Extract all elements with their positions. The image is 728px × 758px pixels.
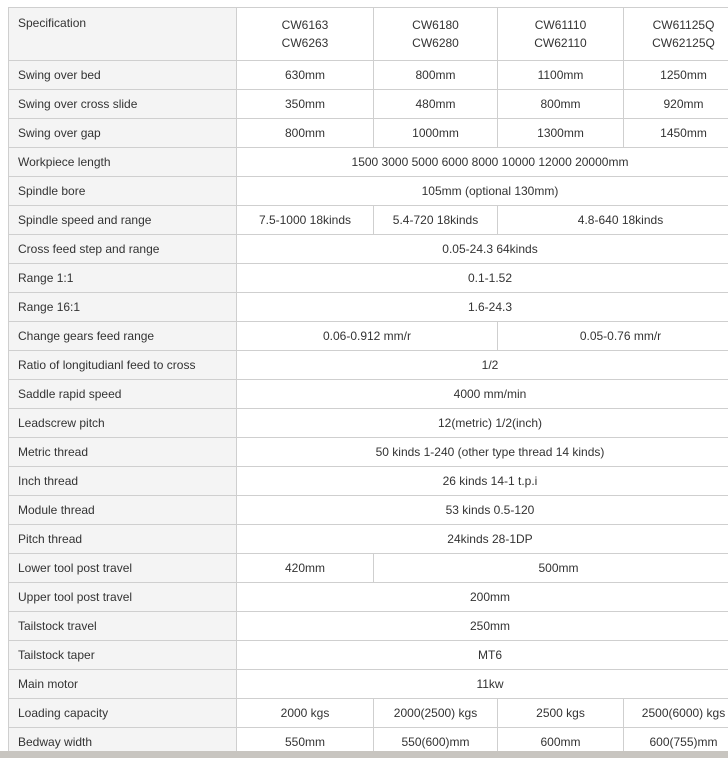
row-label: Swing over gap bbox=[9, 119, 237, 148]
value-cell: 0.05-24.3 64kinds bbox=[237, 235, 728, 264]
specification-table bbox=[8, 7, 728, 757]
table-row bbox=[9, 264, 728, 293]
header-label: Specification bbox=[9, 8, 237, 61]
model-name: CW61125Q bbox=[652, 18, 715, 32]
table-row bbox=[9, 467, 728, 496]
row-label: Leadscrew pitch bbox=[9, 409, 237, 438]
value-cell: 500mm bbox=[374, 554, 728, 583]
value-cell: 24kinds 28-1DP bbox=[237, 525, 728, 554]
table-row bbox=[9, 322, 728, 351]
value-cell: 200mm bbox=[237, 583, 728, 612]
value-cell: 920mm bbox=[624, 90, 728, 119]
value-cell: 12(metric) 1/2(inch) bbox=[237, 409, 728, 438]
model-name: CW62110 bbox=[534, 36, 587, 50]
model-name: CW6280 bbox=[412, 36, 459, 50]
table-row bbox=[9, 409, 728, 438]
model-name: CW6263 bbox=[281, 36, 329, 50]
spec-table-container bbox=[8, 7, 728, 757]
table-row bbox=[9, 380, 728, 409]
value-cell: 2500(6000) kgs bbox=[624, 699, 728, 728]
value-cell: 7.5-1000 18kinds bbox=[237, 206, 374, 235]
value-cell: 2500 kgs bbox=[498, 699, 624, 728]
model-header-cell bbox=[624, 8, 728, 61]
value-cell: 1250mm bbox=[624, 61, 728, 90]
value-cell: 4.8-640 18kinds bbox=[498, 206, 728, 235]
table-row bbox=[9, 235, 728, 264]
row-label: Loading capacity bbox=[9, 699, 237, 728]
value-cell: 1450mm bbox=[624, 119, 728, 148]
value-cell: 26 kinds 14-1 t.p.i bbox=[237, 467, 728, 496]
row-label: Swing over bed bbox=[9, 61, 237, 90]
row-label: Lower tool post travel bbox=[9, 554, 237, 583]
row-label: Ratio of longitudianl feed to cross bbox=[9, 351, 237, 380]
table-row bbox=[9, 612, 728, 641]
row-label: Inch thread bbox=[9, 467, 237, 496]
table-row bbox=[9, 641, 728, 670]
table-row bbox=[9, 90, 728, 119]
table-row bbox=[9, 206, 728, 235]
value-cell: 1000mm bbox=[374, 119, 498, 148]
value-cell: 550(600)mm bbox=[374, 728, 498, 757]
value-cell: 800mm bbox=[498, 90, 624, 119]
row-label: Bedway width bbox=[9, 728, 237, 757]
table-row bbox=[9, 670, 728, 699]
table-row bbox=[9, 351, 728, 380]
value-cell: 53 kinds 0.5-120 bbox=[237, 496, 728, 525]
model-header-cell bbox=[374, 8, 498, 61]
model-name: CW6180 bbox=[412, 18, 459, 32]
value-cell: 0.05-0.76 mm/r bbox=[498, 322, 728, 351]
model-header-cell bbox=[237, 8, 374, 61]
value-cell: 2000 kgs bbox=[237, 699, 374, 728]
table-row bbox=[9, 525, 728, 554]
value-cell: 630mm bbox=[237, 61, 374, 90]
table-row bbox=[9, 61, 728, 90]
row-label: Range 1:1 bbox=[9, 264, 237, 293]
value-cell: 1.6-24.3 bbox=[237, 293, 728, 322]
table-row bbox=[9, 293, 728, 322]
value-cell: 800mm bbox=[237, 119, 374, 148]
value-cell: 800mm bbox=[374, 61, 498, 90]
row-label: Tailstock travel bbox=[9, 612, 237, 641]
row-label: Spindle speed and range bbox=[9, 206, 237, 235]
value-cell: 0.06-0.912 mm/r bbox=[237, 322, 498, 351]
value-cell: 5.4-720 18kinds bbox=[374, 206, 498, 235]
value-cell: 2000(2500) kgs bbox=[374, 699, 498, 728]
table-row bbox=[9, 699, 728, 728]
row-label: Workpiece length bbox=[9, 148, 237, 177]
row-label: Swing over cross slide bbox=[9, 90, 237, 119]
value-cell: 420mm bbox=[237, 554, 374, 583]
table-row bbox=[9, 177, 728, 206]
model-header-cell bbox=[498, 8, 624, 61]
value-cell: 11kw bbox=[237, 670, 728, 699]
value-cell: MT6 bbox=[237, 641, 728, 670]
row-label: Saddle rapid speed bbox=[9, 380, 237, 409]
value-cell: 0.1-1.52 bbox=[237, 264, 728, 293]
table-row bbox=[9, 438, 728, 467]
value-cell: 1500 3000 5000 6000 8000 10000 12000 20000mm bbox=[237, 148, 728, 177]
row-label: Upper tool post travel bbox=[9, 583, 237, 612]
table-row bbox=[9, 554, 728, 583]
row-label: Range 16:1 bbox=[9, 293, 237, 322]
model-name: CW6163 bbox=[281, 18, 329, 32]
value-cell: 550mm bbox=[237, 728, 374, 757]
row-label: Cross feed step and range bbox=[9, 235, 237, 264]
header-row bbox=[9, 8, 728, 61]
row-label: Module thread bbox=[9, 496, 237, 525]
value-cell: 50 kinds 1-240 (other type thread 14 kinds) bbox=[237, 438, 728, 467]
value-cell: 1100mm bbox=[498, 61, 624, 90]
row-label: Change gears feed range bbox=[9, 322, 237, 351]
row-label: Pitch thread bbox=[9, 525, 237, 554]
model-name: CW62125Q bbox=[652, 36, 715, 50]
value-cell: 600mm bbox=[498, 728, 624, 757]
value-cell: 1/2 bbox=[237, 351, 728, 380]
value-cell: 250mm bbox=[237, 612, 728, 641]
row-label: Tailstock taper bbox=[9, 641, 237, 670]
table-row bbox=[9, 148, 728, 177]
row-label: Main motor bbox=[9, 670, 237, 699]
row-label: Spindle bore bbox=[9, 177, 237, 206]
table-row bbox=[9, 119, 728, 148]
value-cell: 1300mm bbox=[498, 119, 624, 148]
table-row bbox=[9, 583, 728, 612]
value-cell: 4000 mm/min bbox=[237, 380, 728, 409]
value-cell: 480mm bbox=[374, 90, 498, 119]
model-name: CW61110 bbox=[534, 18, 587, 32]
value-cell: 350mm bbox=[237, 90, 374, 119]
value-cell: 105mm (optional 130mm) bbox=[237, 177, 728, 206]
image-edge-strip bbox=[0, 751, 728, 758]
table-row bbox=[9, 496, 728, 525]
row-label: Metric thread bbox=[9, 438, 237, 467]
value-cell: 600(755)mm bbox=[624, 728, 728, 757]
